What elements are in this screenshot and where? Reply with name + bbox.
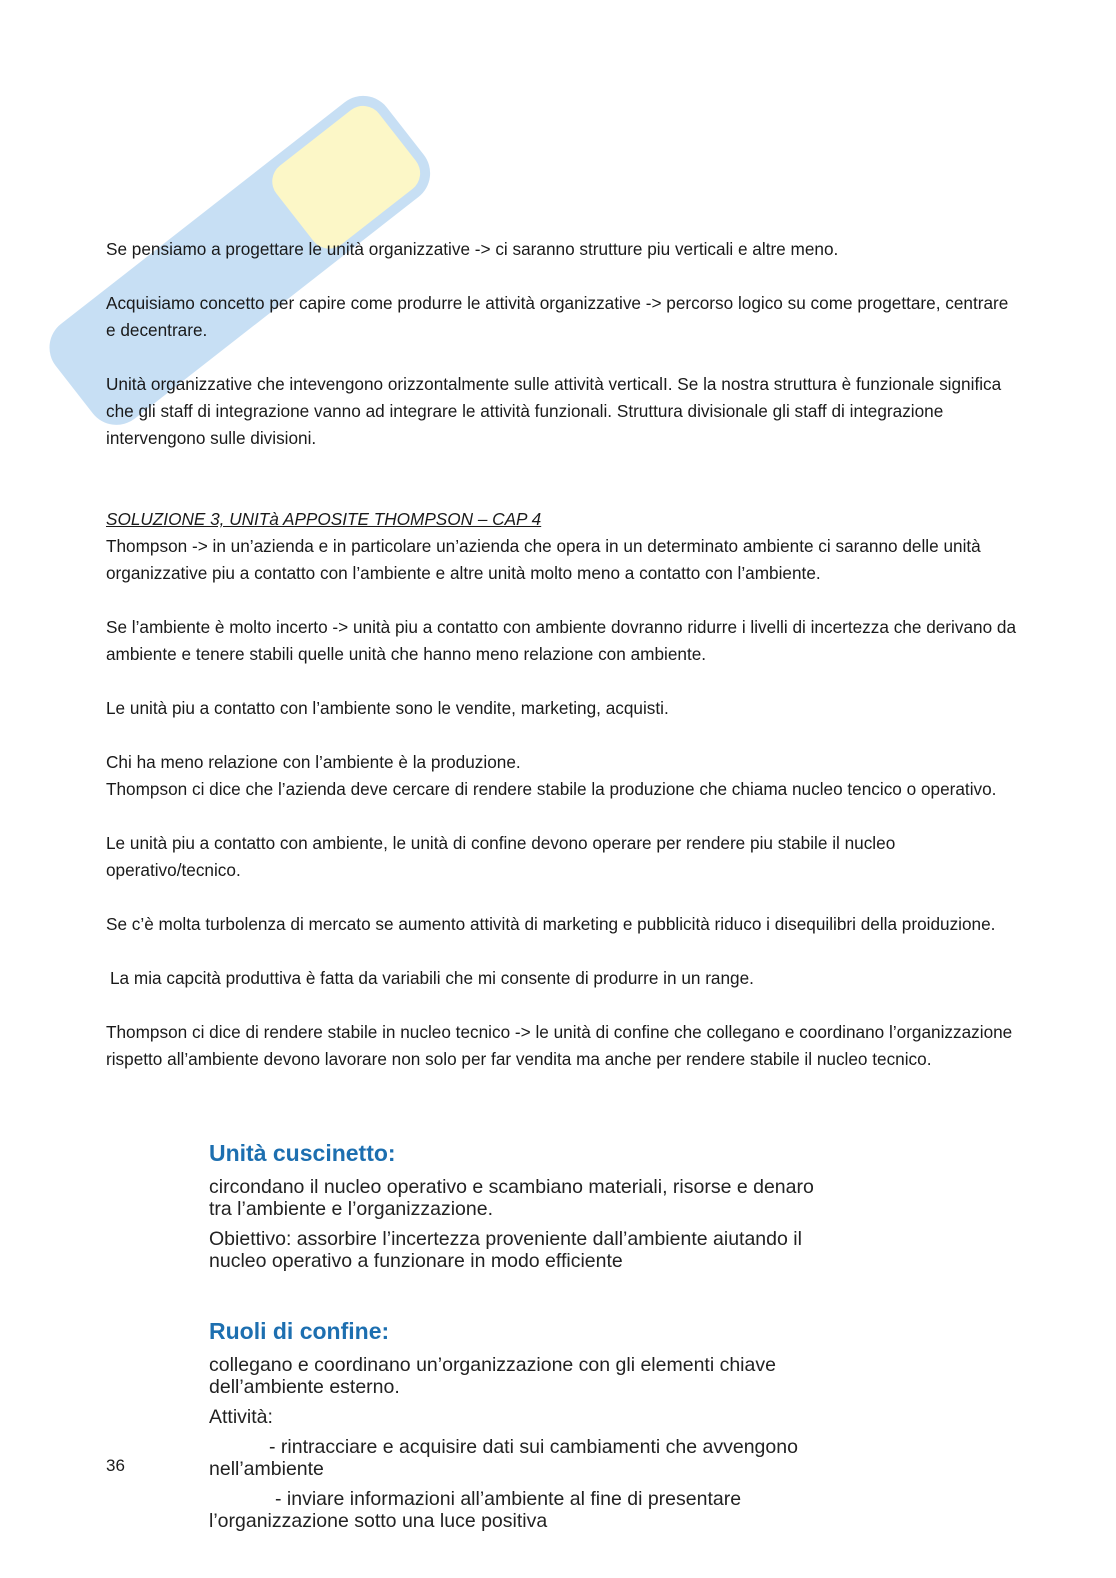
paragraph-6: Le unità piu a contatto con l’ambiente sono le vendite, marketing, acquisti.: [106, 698, 669, 718]
slide-title-unita-cuscinetto: Unità cuscinetto:: [209, 1140, 396, 1166]
paragraph-7: Chi ha meno relazione con l’ambiente è la produzione.: [106, 752, 521, 772]
paragraph-8: Thompson ci dice che l’azienda deve cercare di rendere stabile la produzione che chiama nucleo tencico o operativo.: [106, 779, 997, 799]
embedded-slide: [209, 1138, 929, 1532]
paragraph-4: Thompson -> in un’azienda e in particolare un’azienda che opera in un determinato ambiente ci saranno delle unità organizzative piu a contatto con l’ambiente e altre unità molto meno a contatto con l’ambiente.: [106, 536, 981, 583]
slide-text-line: nell’ambiente: [209, 1458, 324, 1480]
slide-bullet-line: - inviare informazioni all’ambiente al fine di presentare: [275, 1488, 742, 1510]
paragraph-1: Se pensiamo a progettare le unità organizzative -> ci saranno strutture piu verticali e altre meno.: [106, 239, 839, 259]
section-heading: SOLUZIONE 3, UNITà APPOSITE THOMPSON – CAP 4: [106, 509, 542, 529]
slide-text-line: l’organizzazione sotto una luce positiva: [209, 1510, 548, 1532]
page-number: 36: [106, 1456, 125, 1475]
slide-text-line: Obiettivo: assorbire l’incertezza proveniente dall’ambiente aiutando il: [209, 1228, 802, 1250]
paragraph-5: Se l’ambiente è molto incerto -> unità piu a contatto con ambiente dovranno ridurre i livelli di incertezza che derivano da ambiente e tenere stabili quelle unità che hanno meno relazione con ambiente.: [106, 617, 1017, 664]
paragraph-2: Acquisiamo concetto per capire come produrre le attività organizzative -> percorso logico su come progettare, centrare e decentrare.: [106, 293, 1009, 340]
paragraph-9: Le unità piu a contatto con ambiente, le unità di confine devono operare per rendere piu stabile il nucleo operativo/tecnico.: [106, 833, 896, 880]
slide-text-line: Attività:: [209, 1406, 273, 1428]
slide-text-line: dell’ambiente esterno.: [209, 1376, 400, 1398]
paragraph-10: Se c’è molta turbolenza di mercato se aumento attività di marketing e pubblicità riduco i disequilibri della proiduzione.: [106, 914, 996, 934]
watermark-net-badge: [264, 98, 428, 257]
slide-bullet-line: - rintracciare e acquisire dati sui cambiamenti che avvengono: [269, 1436, 798, 1458]
slide-text-line: tra l’ambiente e l’organizzazione.: [209, 1198, 493, 1220]
paragraph-11: La mia capcità produttiva è fatta da variabili che mi consente di produrre in un range.: [110, 968, 754, 988]
slide-title-ruoli-di-confine: Ruoli di confine:: [209, 1318, 390, 1344]
paragraph-3: Unità organizzative che intevengono orizzontalmente sulle attività verticalI. Se la nostra struttura è funzionale significa che gli staff di integrazione vanno ad integrare le attività funzionali. Struttura divisionale gli staff di integrazione intervengono sulle divisioni.: [106, 374, 1002, 448]
paragraph-12: Thompson ci dice di rendere stabile in nucleo tecnico -> le unità di confine che collegano e coordinano l’organizzazione rispetto all’ambiente devono lavorare non solo per far vendita ma anche per rendere stabile il nucleo tecnico.: [106, 1022, 1013, 1069]
slide-text-line: circondano il nucleo operativo e scambiano materiali, risorse e denaro: [209, 1176, 814, 1198]
slide-text-line: nucleo operativo a funzionare in modo efficiente: [209, 1250, 623, 1272]
document-body: [106, 236, 1016, 1100]
slide-text-line: collegano e coordinano un’organizzazione con gli elementi chiave: [209, 1354, 776, 1376]
